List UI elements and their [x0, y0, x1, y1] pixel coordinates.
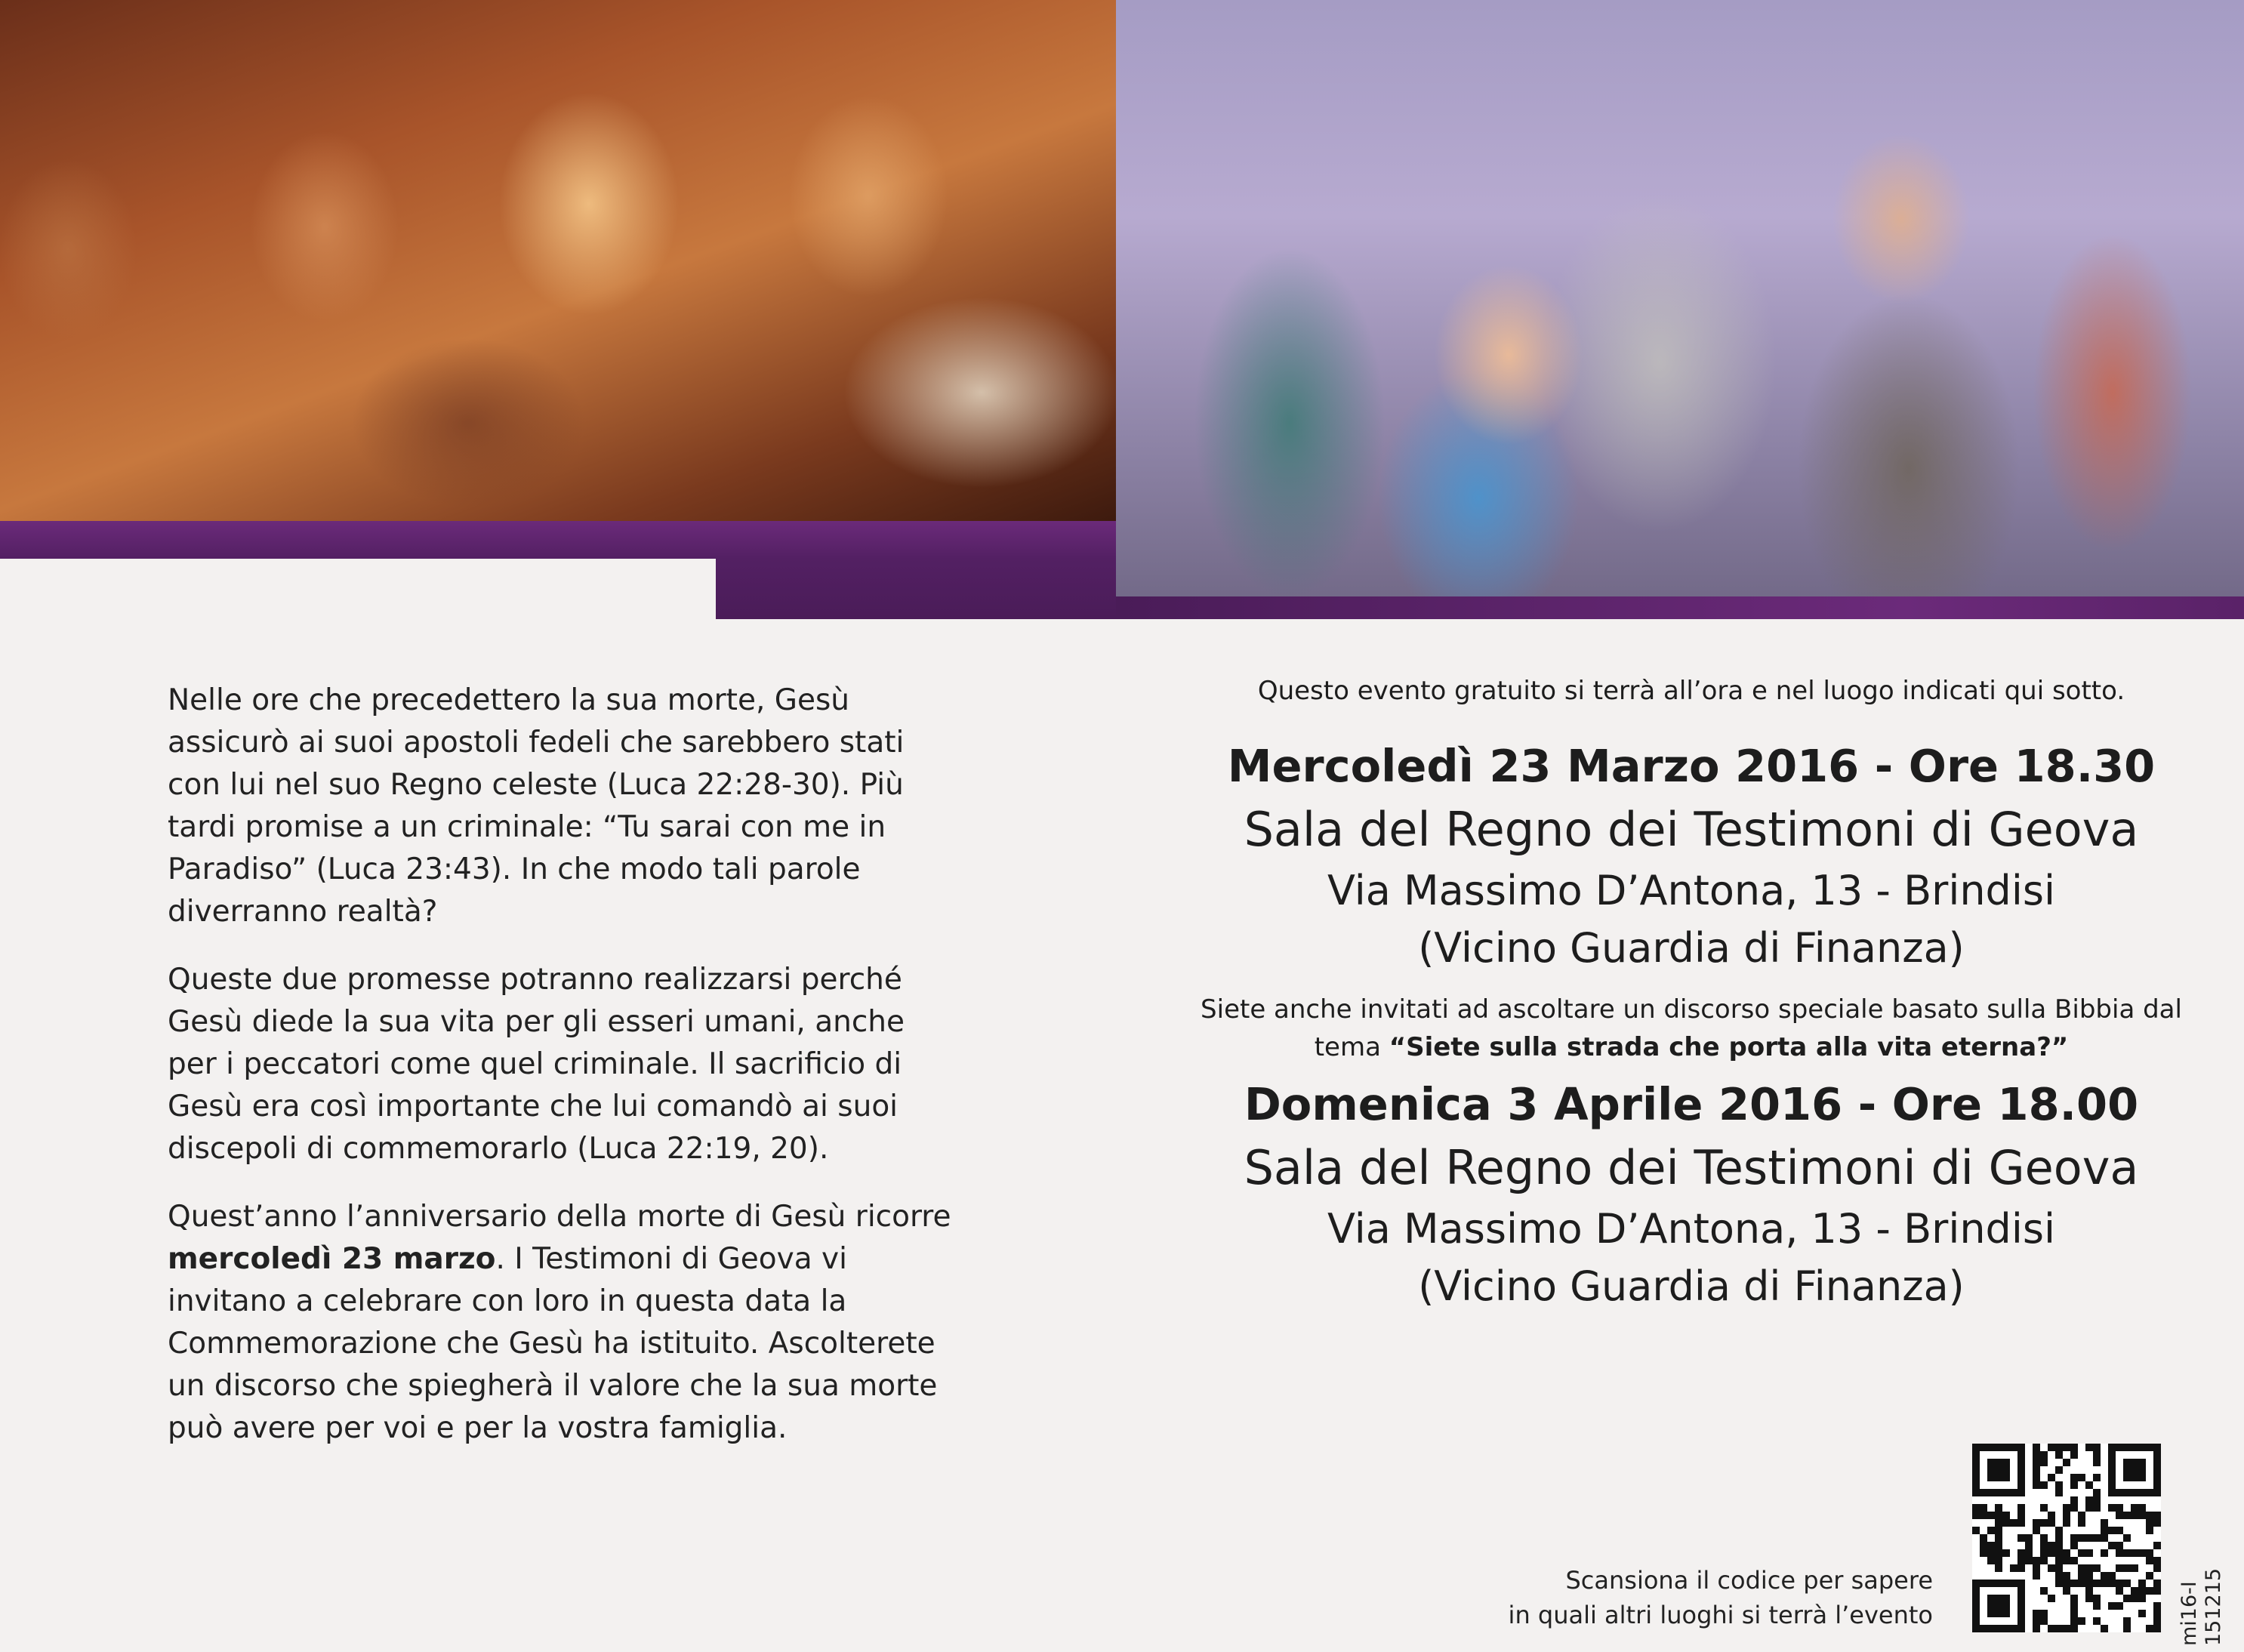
event1-address: Via Massimo D’Antona, 13 - Brindisi [1327, 867, 2055, 914]
event-details [1178, 672, 2205, 1329]
scan-instructions: Scansiona il codice per sapere in quali altri luoghi si terrà l’evento [1508, 1566, 1933, 1629]
purple-band-tab [716, 559, 1116, 619]
special-talk-invite: Siete anche invitati ad ascoltare un discorso speciale basato sulla Bibbia dal tema “Siete sulla strada che porta alla vita eterna?” [1201, 994, 2182, 1062]
event2-date: Domenica 3 Aprile 2016 - Ore 18.00 [1244, 1078, 2139, 1130]
event2-note: (Vicino Guardia di Finanza) [1418, 1262, 1965, 1310]
left-text-column [168, 680, 953, 1475]
purple-band-right [1116, 596, 2244, 619]
paragraph-promises: Nelle ore che precedettero la sua morte, Gesù assicurò ai suoi apostoli fedeli che sarebbero stati con lui nel suo Regno celeste (Luca 22:28-30). Più tardi promise a un criminale: “Tu sarai con me in Paradiso” (Luca 23:43). In che modo tali parole diverranno realtà? [168, 683, 905, 929]
event2-venue: Sala del Regno dei Testimoni di Geova [1244, 1140, 2139, 1195]
event-intro: Questo evento gratuito si terrà all’ora e nel luogo indicati qui sotto. [1257, 676, 2125, 706]
event1-note: (Vicino Guardia di Finanza) [1418, 924, 1965, 972]
special-talk-theme: “Siete sulla strada che porta alla vita eterna?” [1389, 1032, 2069, 1062]
paragraph-sacrifice: Queste due promesse potranno realizzarsi perché Gesù diede la sua vita per gli esseri umani, anche per i peccatori come quel criminale. Il sacrificio di Gesù era così importante che lui comandò ai suoi discepoli di commemorarlo (Luca 22:19, 20). [168, 963, 905, 1166]
qr-code-icon[interactable] [1972, 1444, 2161, 1632]
event2-address: Via Massimo D’Antona, 13 - Brindisi [1327, 1205, 2055, 1253]
kingdom-hall-greeting-photo [1116, 0, 2244, 619]
event1-date: Mercoledì 23 Marzo 2016 - Ore 18.30 [1227, 740, 2156, 792]
last-supper-photo [0, 0, 1116, 521]
anniversary-date: mercoledì 23 marzo [168, 1242, 496, 1276]
document-code: mi16-I 151215 [2178, 1567, 2225, 1646]
paragraph-anniversary: Quest’anno l’anniversario della morte di Gesù ricorre mercoledì 23 marzo. I Testimoni di Geova vi invitano a celebrare con loro in questa data la Commemorazione che Gesù ha istituito. Ascolterete un discorso che spiegherà il valore che la sua morte può avere per voi e per la vostra famiglia. [168, 1200, 951, 1445]
event1-venue: Sala del Regno dei Testimoni di Geova [1244, 802, 2139, 857]
purple-band [0, 521, 1116, 559]
